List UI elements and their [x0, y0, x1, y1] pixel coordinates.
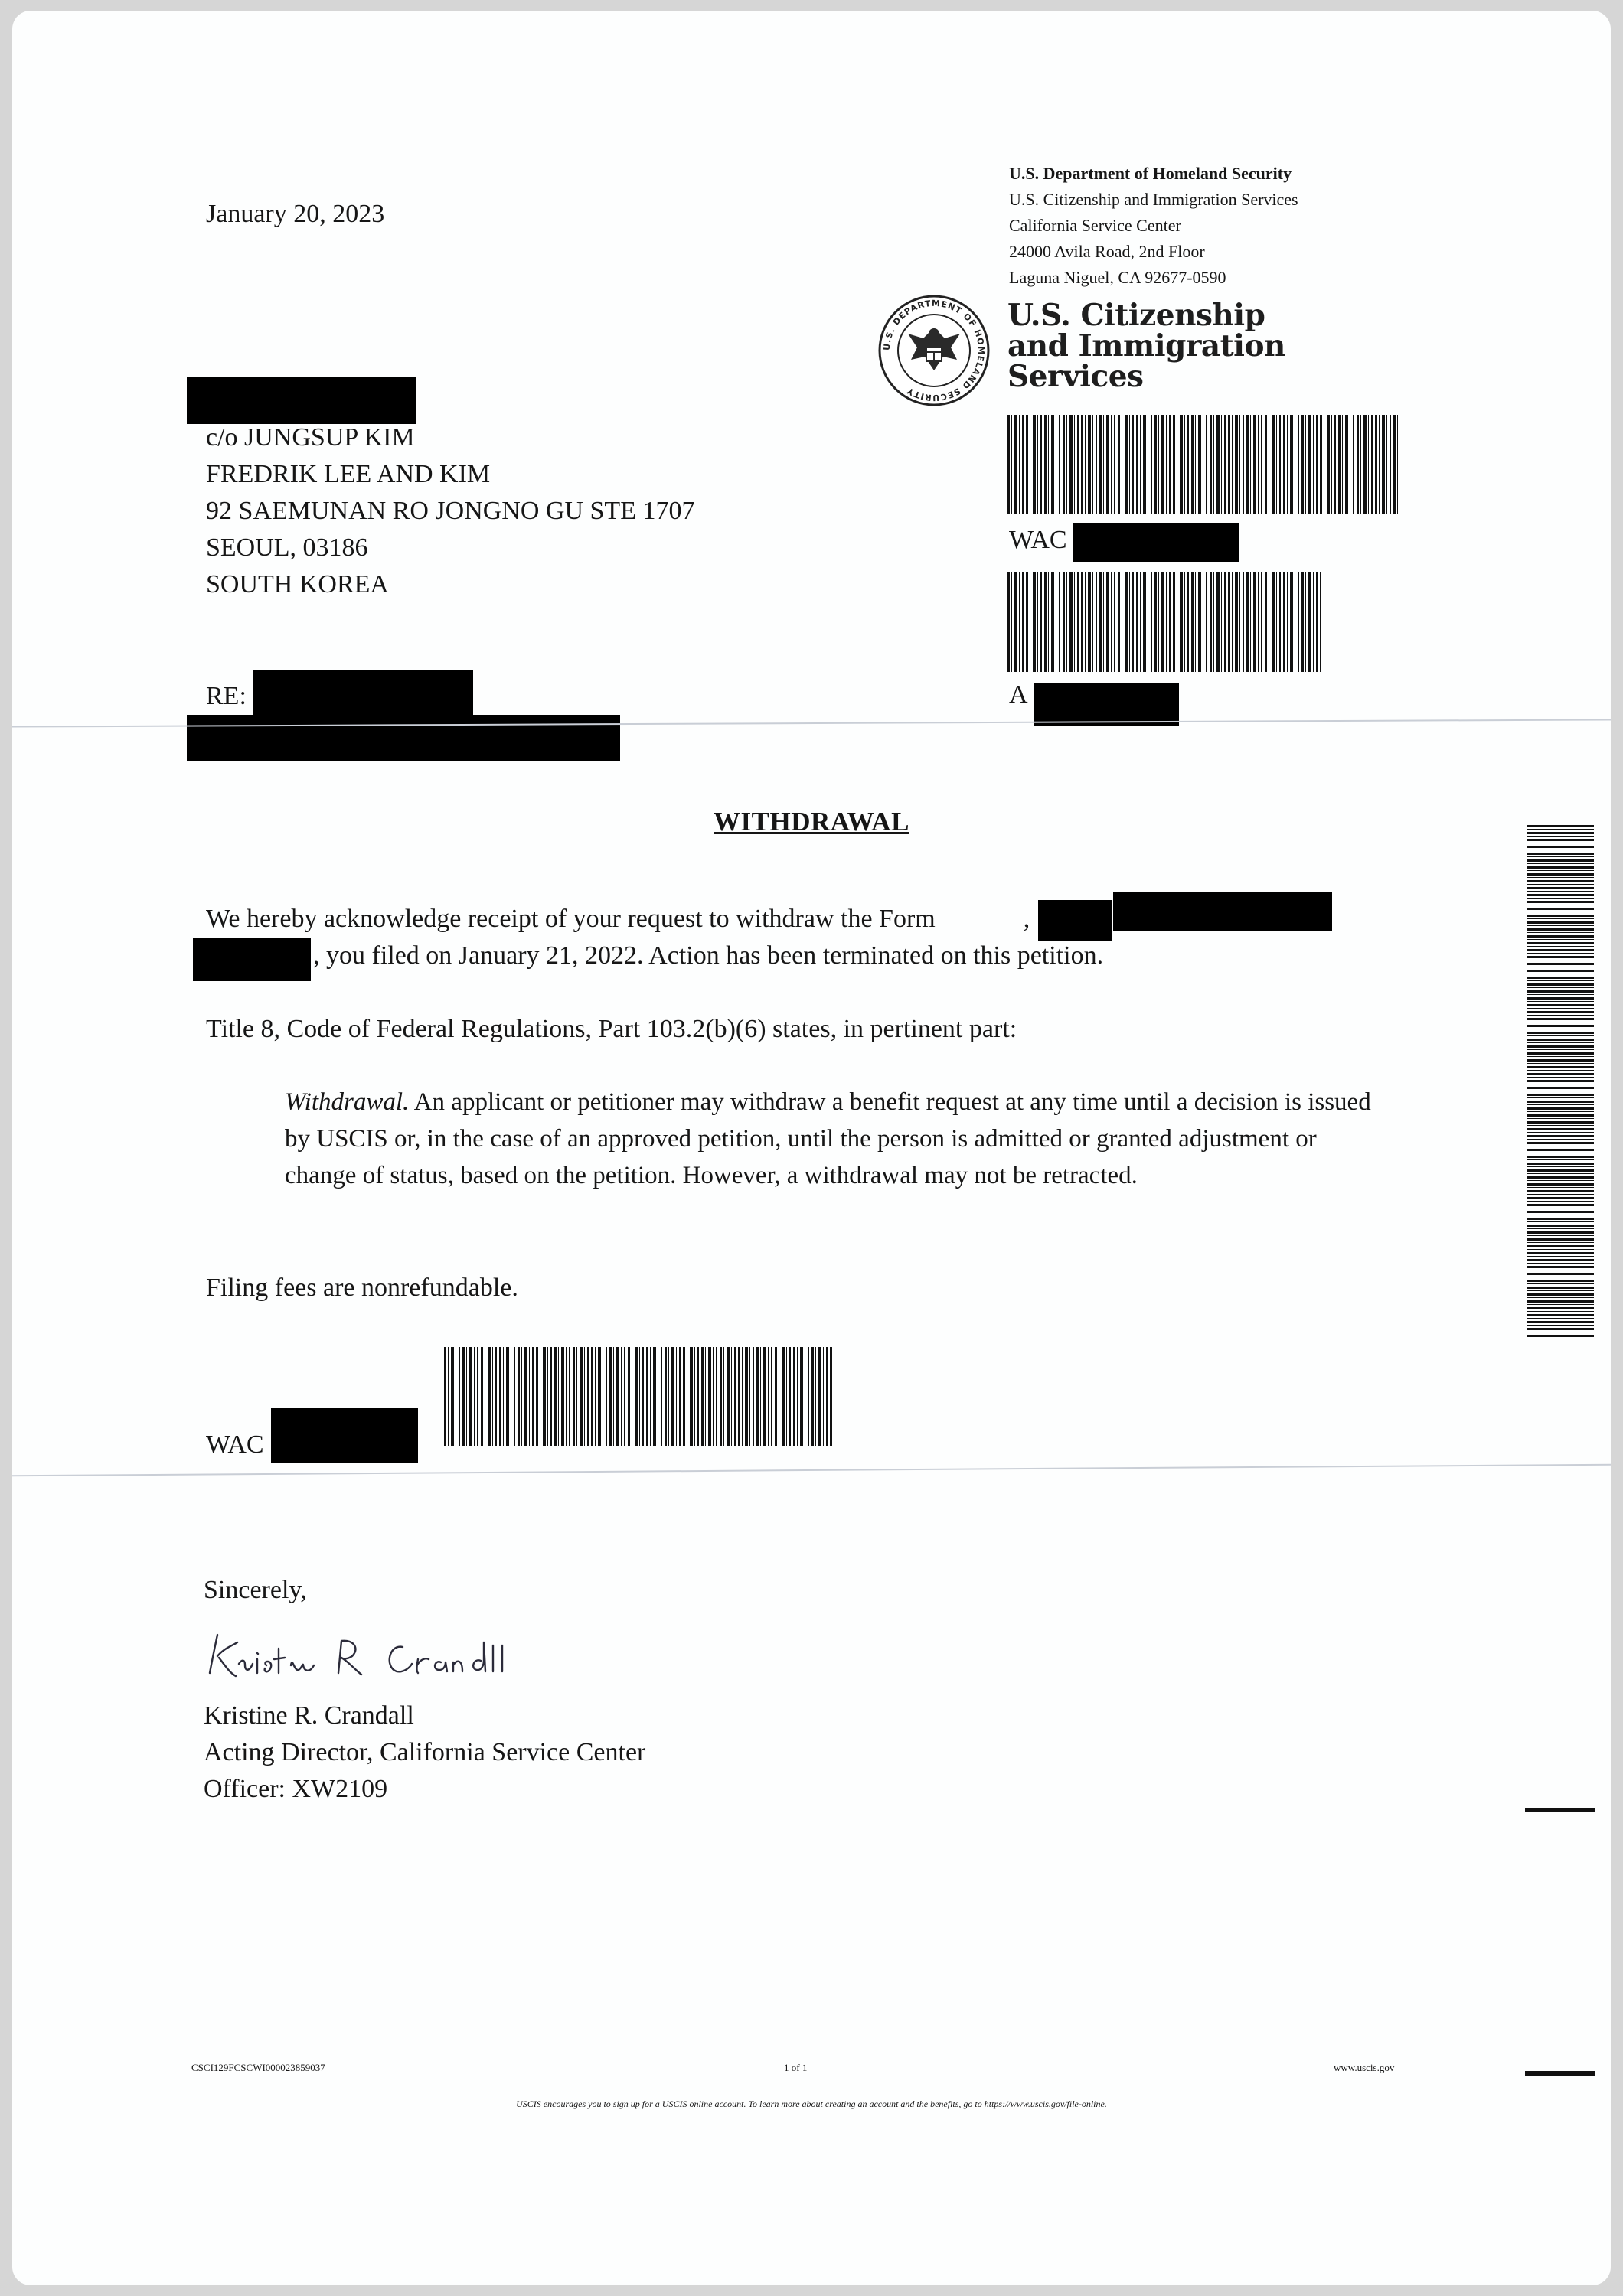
letter-heading: WITHDRAWAL: [714, 807, 909, 837]
redacted-re-line-2: [187, 715, 620, 761]
redacted-form-title-cont: [193, 938, 311, 981]
margin-barcode: [1527, 825, 1594, 1342]
signer-title: Acting Director, California Service Center: [204, 1738, 646, 1766]
uscis-wordmark: [1007, 300, 1285, 392]
recipient-care-of: c/o JUNGSUP KIM: [206, 423, 415, 452]
redacted-lower-receipt-number: [271, 1408, 418, 1463]
paragraph-acknowledgement-line-2: , you filed on January 21, 2022. Action has been terminated on this petition.: [313, 941, 1104, 970]
receipt-number-prefix: WAC: [1009, 526, 1067, 554]
receipt-barcode: [1007, 415, 1399, 514]
acknowledgement-text: We hereby acknowledge receipt of your request to withdraw the Form: [206, 905, 936, 933]
paragraph-regulation: Title 8, Code of Federal Regulations, Part 103.2(b)(6) states, in pertinent part:: [206, 1015, 1017, 1043]
redacted-form-title: [1113, 892, 1332, 931]
lower-barcode: [444, 1347, 836, 1446]
footer-doc-code: CSCI129FCSCWI000023859037: [191, 2062, 325, 2073]
redacted-recipient-name: [187, 377, 416, 424]
wordmark-line-3: Services: [1007, 359, 1144, 394]
agency-address: [1009, 161, 1298, 291]
wordmark-line-2: and Immigration: [1007, 328, 1285, 364]
footer-note: USCIS encourages you to sign up for a USCIS online account. To learn more about creating an account and the benefits, go to https://www.uscis.gov/file-online.: [516, 2099, 1107, 2109]
regulation-quote: [285, 1084, 1380, 1194]
fold-line-2: [12, 1464, 1611, 1477]
re-label: RE:: [206, 682, 247, 710]
redacted-form-number: [1038, 900, 1112, 941]
footer-website: www.uscis.gov: [1334, 2062, 1395, 2073]
letter-page: [12, 11, 1611, 2285]
recipient-city: SEOUL, 03186: [206, 533, 368, 562]
agency-department: U.S. Department of Homeland Security: [1009, 164, 1292, 183]
redacted-receipt-number: [1073, 523, 1239, 562]
margin-tick-mark: [1525, 1808, 1595, 1812]
wordmark-line-1: U.S. Citizenship: [1007, 298, 1265, 333]
lower-receipt-prefix: WAC: [206, 1430, 264, 1459]
closing: Sincerely,: [204, 1576, 307, 1604]
redacted-a-number: [1034, 683, 1179, 726]
margin-tick-mark: [1525, 2071, 1595, 2076]
a-number-prefix: A: [1009, 680, 1028, 709]
signer-block: [204, 1698, 645, 1808]
recipient-country: SOUTH KOREA: [206, 570, 389, 598]
letter-date: January 20, 2023: [206, 200, 385, 228]
agency-city: Laguna Niguel, CA 92677-0590: [1009, 268, 1226, 287]
signer-officer: Officer: XW2109: [204, 1775, 388, 1803]
agency-street: 24000 Avila Road, 2nd Floor: [1009, 242, 1205, 261]
footer-page-number: 1 of 1: [784, 2062, 808, 2073]
acknowledgement-comma: ,: [1023, 905, 1030, 933]
quote-lead: Withdrawal.: [285, 1088, 410, 1116]
signer-name: Kristine R. Crandall: [204, 1701, 414, 1730]
a-number-barcode: [1007, 572, 1321, 672]
paragraph-fees: Filing fees are nonrefundable.: [206, 1274, 518, 1302]
paragraph-acknowledgement-line-1: [206, 900, 1030, 938]
redacted-re-line-1: [253, 670, 473, 718]
agency-center: California Service Center: [1009, 216, 1181, 235]
recipient-firm: FREDRIK LEE AND KIM: [206, 460, 491, 488]
seal-text: U.S. DEPARTMENT OF HOMELAND SECURITY: [881, 298, 987, 403]
recipient-address: [206, 419, 694, 603]
agency-division: U.S. Citizenship and Immigration Services: [1009, 190, 1298, 209]
dhs-seal-icon: [877, 294, 991, 407]
recipient-street: 92 SAEMUNAN RO JONGNO GU STE 1707: [206, 497, 695, 525]
signature-image: [202, 1626, 524, 1694]
quote-text: An applicant or petitioner may withdraw a benefit request at any time until a decision is issued by USCIS or, in the case of an approved petition, until the person is admitted or granted adjustment or change of status, based on the petition. However, a withdrawal may not be retracted.: [285, 1088, 1371, 1189]
